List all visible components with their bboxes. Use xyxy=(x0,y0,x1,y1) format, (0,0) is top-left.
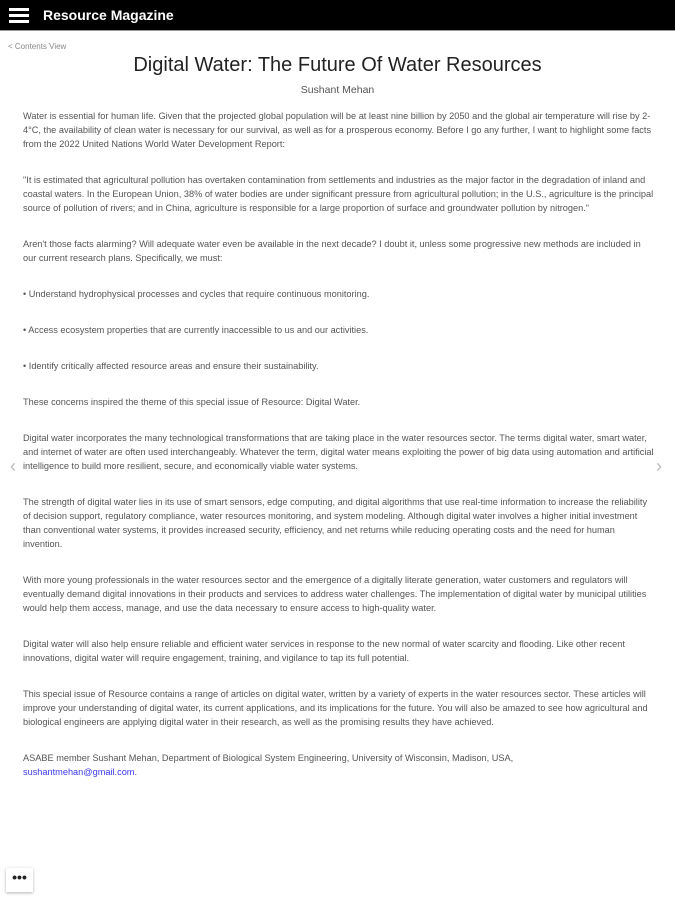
paragraph: Water is essential for human life. Given that the projected global population will be at least nine billion by 2050 and the global air temperature will rise by 2-4°C, the availability of clean water is necessary for our survival, as well as for a prosperous economy. Before I go any further, I want to highlight some facts from the 2022 United Nations World Water Development Report: xyxy=(23,111,652,149)
bullet-item: • Understand hydrophysical processes and cycles that require continuous monitoring. xyxy=(23,289,370,299)
bullet-item: • Identify critically affected resource areas and ensure their sustainability. xyxy=(23,361,319,371)
top-app-bar xyxy=(0,0,675,31)
email-link[interactable]: sushantmehan@gmail.com xyxy=(23,767,135,777)
article-author: Sushant Mehan xyxy=(300,84,375,96)
bullet-item: • Access ecosystem properties that are currently inaccessible to us and our activities. xyxy=(23,325,369,335)
author-signature xyxy=(23,751,655,779)
signature-text: ASABE member Sushant Mehan, Department of Biological System Engineering, University of Wisconsin, Madison, USA, xyxy=(23,753,514,763)
app-title: Resource Magazine xyxy=(43,7,174,23)
email-suffix: . xyxy=(134,767,138,777)
chevron-left-icon[interactable]: ‹ xyxy=(10,456,16,476)
paragraph: The strength of digital water lies in its use of smart sensors, edge computing, and digital algorithms that use real-time information to increase the reliability of decision support, regulatory compliance, water resources monitoring, and system modeling. Although digital water involves a higher initial investment than conventional water systems, it provides increased security, efficiency, and net returns while reducing operating costs and the need for human invention. xyxy=(23,497,648,549)
article-body xyxy=(23,109,655,801)
more-options-button[interactable]: ••• xyxy=(6,868,33,892)
article-title: Digital Water: The Future Of Water Resources xyxy=(133,54,542,76)
paragraph: Aren't those facts alarming? Will adequate water even be available in the next decade? I doubt it, unless some progressive new methods are included in our current research plans. Specifically, we must: xyxy=(23,239,641,263)
contents-view-link[interactable]: < Contents View xyxy=(8,42,67,51)
quote-paragraph: "It is estimated that agricultural pollution has overtaken contamination from settlements and industries as the major factor in the degradation of inland and coastal waters. In the European Union, 38% of water bodies are under significant pressure from agricultural pollution; in the U.S., agriculture is the principal source of pollution of rivers; and in China, agriculture is responsible for a large proportion of surface and groundwater pollution by nitrogen." xyxy=(23,175,654,213)
paragraph: With more young professionals in the water resources sector and the emergence of a digitally literate generation, water customers and regulators will eventually demand digital innovations in their products and services to address water challenges. The implementation of digital water by municipal utilities would help them access, manage, and use the data necessary to ensure access to high-quality water. xyxy=(23,575,647,613)
paragraph: These concerns inspired the theme of this special issue of Resource: Digital Water. xyxy=(23,397,361,407)
chevron-right-icon[interactable]: › xyxy=(656,456,662,476)
paragraph: Digital water incorporates the many technological transformations that are taking place in the water resources sector. The terms digital water, smart water, and internet of water are often used interchangeably. Whatever the term, digital water means exploiting the power of big data using automation and artificial intelligence to build more resilient, secure, and economically viable water systems. xyxy=(23,433,654,471)
paragraph: Digital water will also help ensure reliable and efficient water services in response to the new normal of water scarcity and flooding. Like other recent innovations, digital water will require engagement, training, and vigilance to tap its full potential. xyxy=(23,639,625,663)
hamburger-menu-icon[interactable] xyxy=(9,8,29,23)
paragraph: This special issue of Resource contains a range of articles on digital water, written by a variety of experts in the water resources sector. These articles will improve your understanding of digital water, its current applications, and its implications for the future. You will also be amazed to see how agricultural and biological engineers are applying digital water in their research, as well as the promising results they have achieved. xyxy=(23,689,648,727)
